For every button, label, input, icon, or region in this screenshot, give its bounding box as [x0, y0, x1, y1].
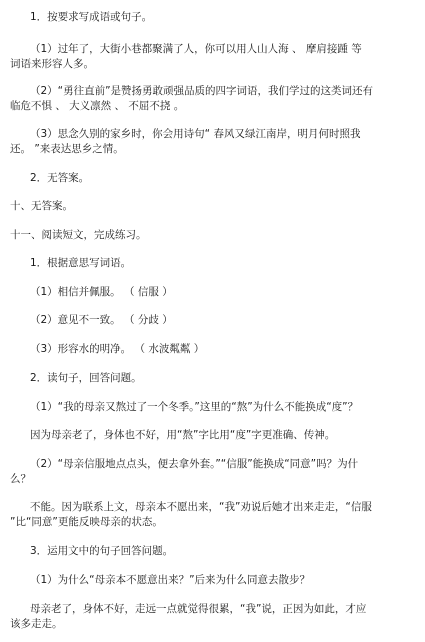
- q3-heading: 3．运用文中的句子回答问题。: [30, 545, 174, 557]
- item-1-3-line-1: （3）思念久别的家乡时，你会用诗句“ 春风又绿江南岸，明月何时照我: [30, 128, 361, 140]
- q1-2-answer: （2）意见不一致。 （ 分歧 ）: [30, 314, 173, 326]
- section-10-heading: 十、无答案。: [10, 200, 73, 212]
- item-2-heading: 2．无答案。: [30, 172, 90, 184]
- q1-1-answer: （1）相信并佩服。 （ 信服 ）: [30, 286, 173, 298]
- q3-1-answer-line-2: 该多走走。: [10, 618, 63, 630]
- q3-1-answer-line-1: 母亲老了，身体不好，走远一点就觉得很累，“我”说，正因为如此，才应: [30, 603, 367, 615]
- item-1-heading: 1．按要求写成语或句子。: [30, 11, 153, 23]
- item-1-2-line-1: （2）“勇往直前”是赞扬勇敢顽强品质的四字词语，我们学过的这类词还有: [30, 85, 374, 97]
- q3-1-question: （1）为什么“母亲本不愿意出来？”后来为什么同意去散步？: [30, 574, 311, 586]
- q1-3-answer: （3）形容水的明净。 （ 水波粼粼 ）: [30, 343, 205, 355]
- q2-2-question-line-2: 么？: [10, 473, 31, 485]
- item-1-3-line-2: 还。 ”来表达思乡之情。: [10, 143, 124, 155]
- item-1-1-line-2: 词语来形容人多。: [10, 58, 94, 70]
- q2-2-answer-line-2: ”比“同意”更能反映母亲的状态。: [10, 516, 163, 528]
- item-1-1-line-1: （1）过年了，大街小巷都聚满了人，你可以用人山人海 、 摩肩接踵 等: [30, 43, 362, 55]
- q2-1-answer: 因为母亲老了，身体也不好，用“熬”字比用“度”字更准确、传神。: [30, 429, 336, 441]
- q1-heading: 1．根据意思写词语。: [30, 257, 132, 269]
- section-11-heading: 十一、阅读短文，完成练习。: [10, 229, 147, 241]
- q2-1-question: （1）“我的母亲又熬过了一个冬季。”这里的“熬”为什么不能换成“度”？: [30, 401, 359, 413]
- q2-heading: 2．读句子，回答问题。: [30, 372, 142, 384]
- q2-2-answer-line-1: 不能。因为联系上文，母亲本不愿出来，“我”劝说后她才出来走走，“信服: [30, 501, 372, 513]
- q2-2-question-line-1: （2）“母亲信服地点点头，便去拿外套。”“信服”能换成“同意”吗？为什: [30, 458, 359, 470]
- item-1-2-line-2: 临危不惧 、 大义凛然 、 不屈不挠 。: [10, 100, 185, 112]
